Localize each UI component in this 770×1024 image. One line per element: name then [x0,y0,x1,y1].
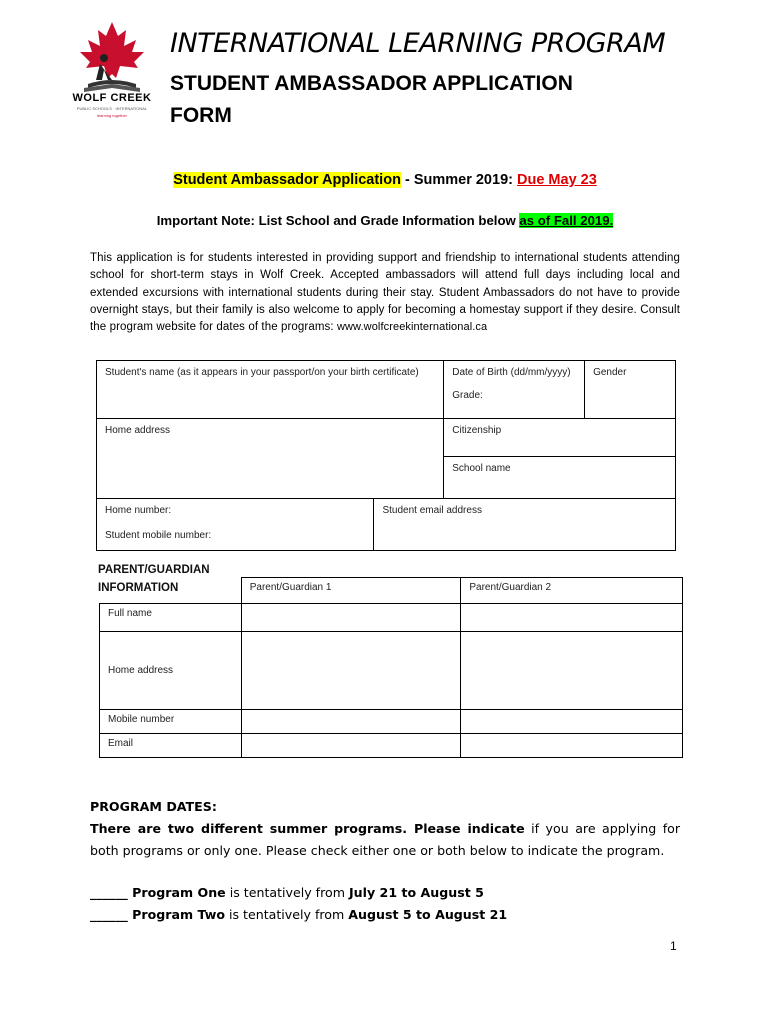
student-name-label: Student's name (as it appears in your passport/on your birth certificate) [105,367,419,378]
home-address-label: Home address [105,425,171,436]
school-name-field[interactable] [444,457,676,499]
logo-tagline: learning together [96,113,128,118]
guardian-table [99,577,683,758]
dob-label: Date of Birth (dd/mm/yyyy) [452,367,571,378]
guardian-2-mobile[interactable] [461,710,683,734]
program-website-link[interactable]: www.wolfcreekinternational.ca [336,321,488,334]
intro-paragraph [90,250,680,336]
student-info-table [96,360,676,551]
program-dates-section [90,796,680,926]
guardian-corner [100,578,242,604]
logo-org-name: WOLF CREEK [72,92,152,104]
full-name-label: Full name [100,604,242,632]
program-one-dates: July 21 to August 5 [349,885,484,900]
guardian-2-header: Parent/Guardian 2 [461,578,683,604]
program-two-name: Program Two [127,907,225,922]
program-two-dates: August 5 to August 21 [348,907,508,922]
logo-subline: PUBLIC SCHOOLS · INTERNATIONAL [76,106,148,111]
school-name-label: School name [452,463,511,474]
program-title: INTERNATIONAL LEARNING PROGRAM [170,28,666,59]
student-name-field[interactable] [97,361,444,419]
guardian-1-mobile[interactable] [241,710,461,734]
grade-label: Grade: [452,390,483,401]
student-email-label: Student email address [382,505,482,516]
important-note [0,213,770,228]
due-date: Due May 23 [517,172,597,188]
email-row-label: Email [100,734,242,758]
guardian-1-header: Parent/Guardian 1 [241,578,461,604]
page-number: 1 [670,939,677,953]
guardian-2-email[interactable] [461,734,683,758]
home-number-label: Home number: [105,505,172,516]
guardian-2-full-name[interactable] [461,604,683,632]
program-two-checkbox[interactable]: ______ [90,907,128,922]
season-label: - Summer 2019: [400,172,517,188]
gender-field[interactable] [585,361,676,419]
program-dates-intro-rest: if you are applying for both programs or only one. Please check either one or both below to indicate the program. [90,821,681,858]
application-label: Student Ambassador Application [173,172,401,188]
citizenship-field[interactable] [444,419,676,457]
program-dates-intro [90,818,680,862]
program-two-mid: is tentatively from [224,907,349,922]
deadline-line [0,172,770,188]
wolf-creek-logo [66,18,158,126]
form-title: STUDENT AMBASSADOR APPLICATION FORM [170,72,573,127]
program-one-checkbox[interactable]: ______ [90,885,128,900]
student-email-field[interactable] [374,499,676,551]
home-address-field[interactable] [97,419,444,499]
guardian-1-home-address[interactable] [241,632,461,710]
guardian-1-email[interactable] [241,734,461,758]
guardian-heading: PARENT/GUARDIAN INFORMATION [98,564,210,594]
citizenship-label: Citizenship [452,425,502,436]
guardian-1-full-name[interactable] [241,604,461,632]
program-dates-heading: PROGRAM DATES: [90,799,217,814]
dob-grade-field[interactable] [444,361,585,419]
guardian-2-home-address[interactable] [461,632,683,710]
important-text: Important Note: List School and Grade Information below [156,213,520,228]
program-one-line [90,882,680,904]
program-one-name: Program One [127,885,226,900]
program-two-line [90,904,680,926]
program-dates-intro-bold: There are two different summer programs. Please indicate [90,821,525,836]
gender-label: Gender [593,367,627,378]
mobile-number-label: Student mobile number: [105,530,212,541]
important-highlight: as of Fall 2019. [519,213,614,228]
mobile-row-label: Mobile number [100,710,242,734]
home-address-row-label: Home address [100,632,242,710]
intro-text: This application is for students interested in providing support and friendship to international students attending school for short-term stays in Wolf Creek. Accepted ambassadors will attend full days including local and extended excursions with international students during their stay. Student Ambassadors do not have to provide overnight stays, but their family is also welcome to apply for becoming a homestay support if they desire. Consult the program website for dates of the programs: [90,252,680,334]
program-one-mid: is tentatively from [225,885,349,900]
phone-field[interactable] [97,499,374,551]
